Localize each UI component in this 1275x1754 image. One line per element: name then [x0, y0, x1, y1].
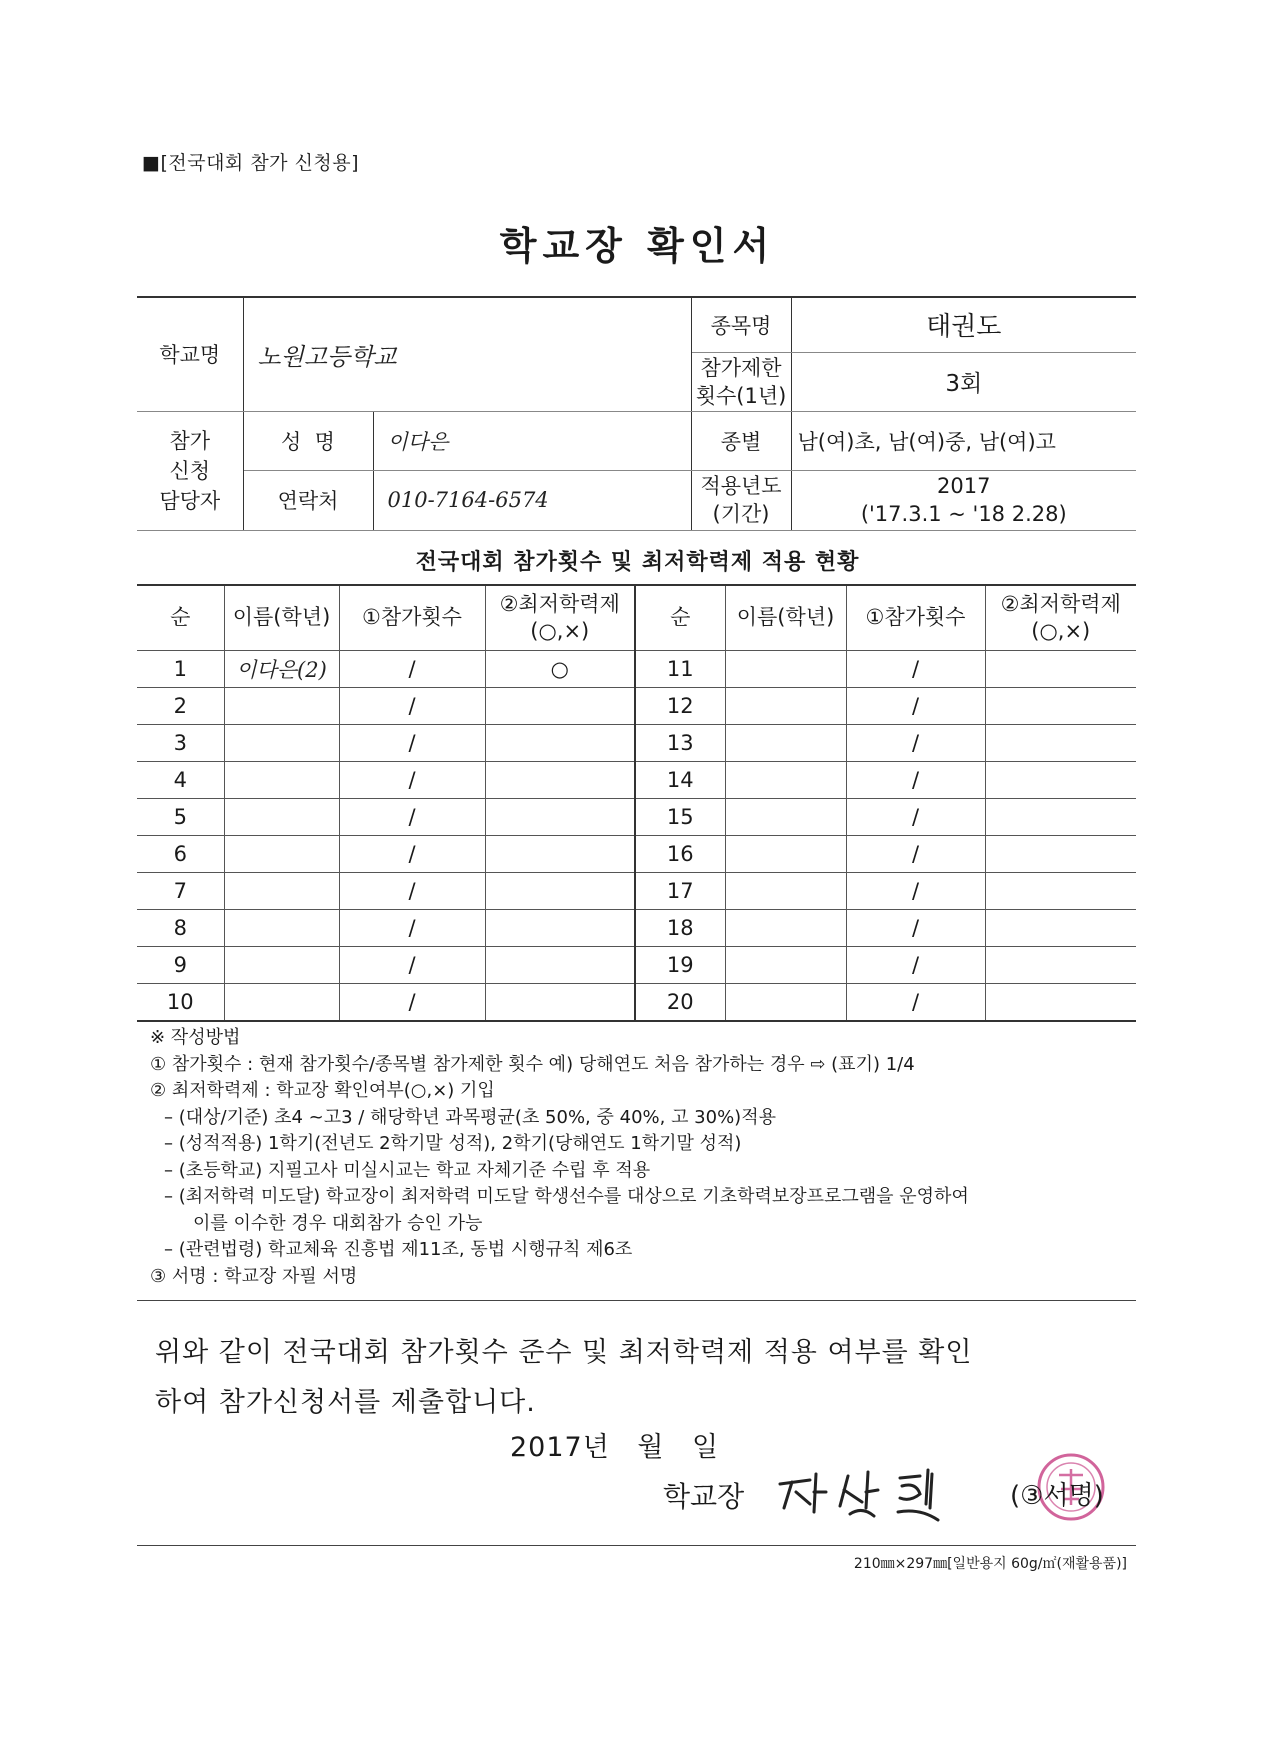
row-number: 15: [635, 799, 725, 836]
row-count: /: [339, 762, 485, 799]
row-min-check: [485, 984, 635, 1022]
contact-phone-value: 010-7164-6574: [373, 470, 691, 530]
row-number: 6: [137, 836, 224, 873]
divider: [137, 1300, 1136, 1301]
row-count: /: [846, 799, 985, 836]
row-count: /: [339, 725, 485, 762]
row-min-check: [485, 688, 635, 725]
row-name: [224, 725, 339, 762]
section-title: 전국대회 참가횟수 및 최저학력제 적용 현황: [415, 550, 860, 575]
row-name: [725, 799, 846, 836]
row-name: [224, 947, 339, 984]
row-count: /: [846, 762, 985, 799]
header-min-line-2: (○,×): [1031, 619, 1091, 643]
school-name-value: 노원고등학교: [243, 297, 691, 411]
row-min-check: ○: [485, 651, 635, 688]
applicant-info-table: [137, 296, 1136, 531]
contact-name-value: 이다은: [373, 411, 691, 470]
header-no: 순: [137, 585, 224, 651]
signature-label: (③서명): [1010, 1481, 1104, 1511]
instruction-2-bullet: – (성적적용) 1학기(전년도 2학기말 성적), 2학기(당해연도 1학기말 성적): [164, 1133, 742, 1154]
header-no: 순: [635, 585, 725, 651]
contact-name-label: 성 명: [243, 411, 373, 470]
instruction-1: ① 참가횟수 : 현재 참가횟수/종목별 참가제한 횟수 예) 당해연도 처음 참가하는 경우 ⇨ (표기) 1/4: [150, 1053, 915, 1075]
year-label: [691, 470, 791, 530]
instruction-2: ② 최저학력제 : 학교장 확인여부(○,×) 기입: [150, 1080, 495, 1101]
contact-phone-label: 연락처: [243, 470, 373, 530]
row-min-check: [985, 836, 1136, 873]
principal-label: 학교장: [663, 1480, 745, 1513]
limit-label-line-1: 참가제한: [700, 355, 782, 380]
header-count: ①참가횟수: [339, 585, 485, 651]
instruction-2-bullet: – (관련법령) 학교체육 진흥법 제11조, 동법 시행규칙 제6조: [164, 1239, 633, 1260]
sport-value: 태권도: [791, 297, 1136, 352]
header-min-line-2: (○,×): [530, 619, 590, 643]
gender-value: 남(여)초, 남(여)중, 남(여)고: [791, 411, 1136, 470]
row-number: 16: [635, 836, 725, 873]
header-min-line-1: ②최저학력제: [1000, 591, 1121, 616]
header-min-line-1: ②최저학력제: [499, 591, 620, 616]
participation-status-table: [137, 584, 1136, 1022]
row-number: 5: [137, 799, 224, 836]
instruction-2-bullet: – (초등학교) 지필고사 미실시교는 학교 자체기준 수립 후 적용: [164, 1159, 651, 1181]
row-number: 7: [137, 873, 224, 910]
row-number: 8: [137, 910, 224, 947]
row-min-check: [985, 873, 1136, 910]
year-label-line-2: (기간): [712, 502, 770, 526]
school-name-label: 학교명: [137, 297, 243, 411]
paper-spec: 210㎜×297㎜[일반용지 60g/㎡(재활용품)]: [853, 1556, 1127, 1572]
document-title: 학교장 확인서: [499, 224, 776, 268]
limit-label-line-2: 횟수(1년): [695, 383, 787, 408]
row-name: [725, 873, 846, 910]
row-min-check: [985, 688, 1136, 725]
row-count: /: [846, 947, 985, 984]
row-number: 20: [635, 984, 725, 1022]
row-count: /: [846, 984, 985, 1022]
row-name: [224, 762, 339, 799]
row-count: /: [339, 651, 485, 688]
row-min-check: [985, 762, 1136, 799]
row-count: /: [846, 836, 985, 873]
row-number: 10: [137, 984, 224, 1022]
form-type-label: ■[전국대회 참가 신청용]: [142, 152, 360, 174]
row-min-check: [985, 910, 1136, 947]
row-min-check: [985, 947, 1136, 984]
year-label-line-1: 적용년도: [700, 474, 782, 498]
row-min-check: [485, 947, 635, 984]
row-name: [725, 910, 846, 947]
header-name: 이름(학년): [725, 585, 846, 651]
row-min-check: [985, 984, 1136, 1022]
row-number: 4: [137, 762, 224, 799]
instruction-2-bullet-cont: 이를 이수한 경우 대회참가 승인 가능: [193, 1212, 483, 1234]
limit-value: 3회: [791, 352, 1136, 411]
table-row: [137, 947, 1136, 984]
row-number: 11: [635, 651, 725, 688]
table-row: [137, 799, 1136, 836]
row-number: 3: [137, 725, 224, 762]
row-min-check: [485, 799, 635, 836]
row-name: [725, 984, 846, 1022]
row-count: /: [339, 836, 485, 873]
row-number: 2: [137, 688, 224, 725]
row-name: [725, 762, 846, 799]
contact-label-line-3: 담당자: [159, 488, 221, 513]
row-count: /: [339, 688, 485, 725]
row-number: 17: [635, 873, 725, 910]
date-line: 2017년 월 일: [510, 1432, 720, 1463]
table-row: [137, 984, 1136, 1022]
row-name: [725, 947, 846, 984]
row-min-check: [985, 651, 1136, 688]
contact-label-line-2: 신청: [169, 458, 211, 483]
signature-icon: [770, 1462, 970, 1532]
header-name: 이름(학년): [224, 585, 339, 651]
row-name: [224, 799, 339, 836]
contact-label-line-1: 참가: [169, 428, 211, 453]
row-count: /: [339, 947, 485, 984]
table-row: [137, 910, 1136, 947]
limit-label: [691, 352, 791, 411]
row-name: [224, 984, 339, 1022]
row-count: /: [339, 799, 485, 836]
row-name: [224, 688, 339, 725]
table-row: [137, 762, 1136, 799]
row-number: 18: [635, 910, 725, 947]
divider: [137, 1545, 1136, 1546]
contact-person-label: [137, 411, 243, 530]
row-name: [725, 725, 846, 762]
header-min: [985, 585, 1136, 651]
row-count: /: [339, 910, 485, 947]
row-number: 14: [635, 762, 725, 799]
row-name: [224, 873, 339, 910]
year-value: 2017: [937, 474, 991, 498]
row-count: /: [846, 910, 985, 947]
row-min-check: [485, 762, 635, 799]
sport-label: 종목명: [691, 297, 791, 352]
row-number: 9: [137, 947, 224, 984]
row-min-check: [485, 725, 635, 762]
table-row: [137, 725, 1136, 762]
row-min-check: [485, 873, 635, 910]
table-row: [137, 651, 1136, 688]
gender-label: 종별: [691, 411, 791, 470]
row-count: /: [846, 688, 985, 725]
year-value-cell: [791, 470, 1136, 530]
row-name: [224, 836, 339, 873]
instructions: [150, 1025, 1140, 1290]
row-count: /: [339, 984, 485, 1022]
table-header-row: [137, 585, 1136, 651]
confirmation-statement: [155, 1328, 1115, 1428]
row-min-check: [985, 725, 1136, 762]
row-min-check: [485, 910, 635, 947]
row-name: [725, 651, 846, 688]
row-name: [224, 910, 339, 947]
row-count: /: [846, 873, 985, 910]
row-name: [725, 688, 846, 725]
row-number: 1: [137, 651, 224, 688]
confirmation-line-1: 위와 같이 전국대회 참가횟수 준수 및 최저학력제 적용 여부를 확인: [155, 1337, 973, 1368]
table-row: [137, 873, 1136, 910]
row-count: /: [846, 725, 985, 762]
row-name: [725, 836, 846, 873]
row-name: 이다은(2): [224, 651, 339, 688]
row-number: 13: [635, 725, 725, 762]
instruction-2-bullet: – (대상/기준) 초4 ~고3 / 해당학년 과목평균(초 50%, 중 40%, 고 30%)적용: [164, 1106, 776, 1128]
row-count: /: [339, 873, 485, 910]
table-row: [137, 688, 1136, 725]
row-min-check: [985, 799, 1136, 836]
table-row: [137, 836, 1136, 873]
row-number: 19: [635, 947, 725, 984]
row-min-check: [485, 836, 635, 873]
instruction-2-bullet: – (최저학력 미도달) 학교장이 최저학력 미도달 학생선수를 대상으로 기초학력보장프로그램을 운영하여: [164, 1186, 969, 1207]
instruction-3: ③ 서명 : 학교장 자필 서명: [150, 1265, 358, 1287]
header-count: ①참가횟수: [846, 585, 985, 651]
row-count: /: [846, 651, 985, 688]
row-number: 12: [635, 688, 725, 725]
period-value: ('17.3.1 ~ '18 2.28): [860, 502, 1067, 526]
confirmation-line-2: 하여 참가신청서를 제출합니다.: [155, 1387, 536, 1418]
instructions-heading: ※ 작성방법: [150, 1027, 241, 1048]
header-min: [485, 585, 635, 651]
